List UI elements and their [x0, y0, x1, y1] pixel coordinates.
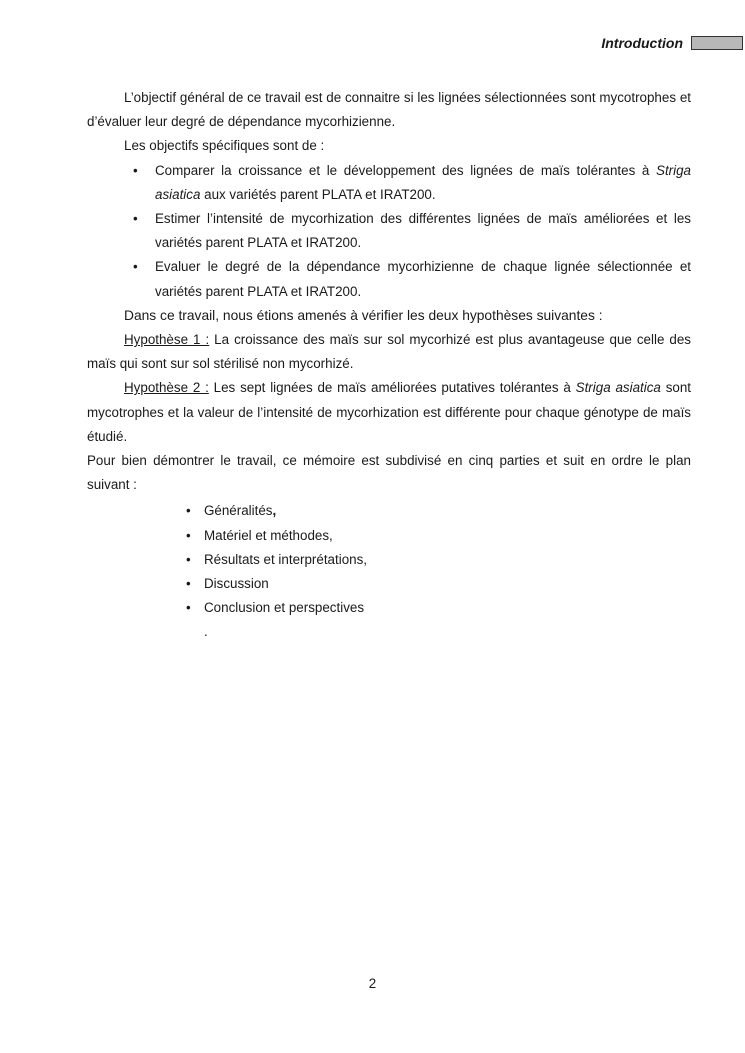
- list-item: • Discussion: [87, 572, 691, 596]
- list-item: • Matériel et méthodes,: [87, 524, 691, 548]
- section-header-title: Introduction: [601, 35, 683, 51]
- bullet-icon: •: [186, 527, 191, 543]
- trailing-dot: .: [204, 624, 208, 640]
- bullet-icon: •: [133, 162, 138, 178]
- specific-objectives-heading: Les objectifs spécifiques sont de :: [124, 138, 325, 154]
- bullet-icon: •: [133, 259, 138, 275]
- bullet-icon: •: [186, 576, 191, 592]
- plan-intro: Pour bien démontrer le travail, ce mémoire est subdivisé en cinq parties et suit en ordre le plan suivant :: [87, 453, 691, 493]
- bullet-icon: •: [133, 211, 138, 227]
- bullet-icon: •: [186, 600, 191, 616]
- hypothesis-1: Hypothèse 1 : La croissance des maïs sur sol mycorhizé est plus avantageuse que celle des maïs qui sont sur sol stérilisé non mycorhizé.: [87, 332, 691, 372]
- plan-list: [87, 499, 691, 620]
- hypothesis-2-label: Hypothèse 2 :: [124, 380, 209, 396]
- hypotheses-intro: Dans ce travail, nous étions amenés à vérifier les deux hypothèses suivantes :: [124, 307, 603, 323]
- list-item: • Evaluer le degré de la dépendance mycorhizienne de chaque lignée sélectionnée et variétés parent PLATA et IRAT200.: [87, 255, 691, 303]
- objectives-list: [87, 159, 691, 304]
- bullet-icon: •: [186, 503, 191, 519]
- page-number: 2: [368, 976, 377, 991]
- list-item: • Généralités,: [87, 499, 691, 523]
- list-item: • Conclusion et perspectives: [87, 596, 691, 620]
- list-item: • Estimer l’intensité de mycorhization des différentes lignées de maïs améliorées et les variétés parent PLATA et IRAT200.: [87, 207, 691, 255]
- hypothesis-1-label: Hypothèse 1 :: [124, 332, 210, 348]
- list-item: • Résultats et interprétations,: [87, 548, 691, 572]
- document-body: [87, 86, 691, 645]
- intro-paragraph: L’objectif général de ce travail est de connaitre si les lignées sélectionnées sont mycotrophes et d’évaluer leur degré de dépendance mycorhizienne.: [87, 90, 691, 130]
- header-marker-box: [691, 36, 743, 50]
- hypothesis-2: Hypothèse 2 : Les sept lignées de maïs améliorées putatives tolérantes à Striga asiatica sont mycotrophes et la valeur de l’intensité de mycorhization est différente pour chaque génotype de maïs étudié.: [87, 380, 692, 444]
- list-item: • Comparer la croissance et le développement des lignées de maïs tolérantes à Striga asiatica aux variétés parent PLATA et IRAT200.: [87, 159, 691, 207]
- bullet-icon: •: [186, 551, 191, 567]
